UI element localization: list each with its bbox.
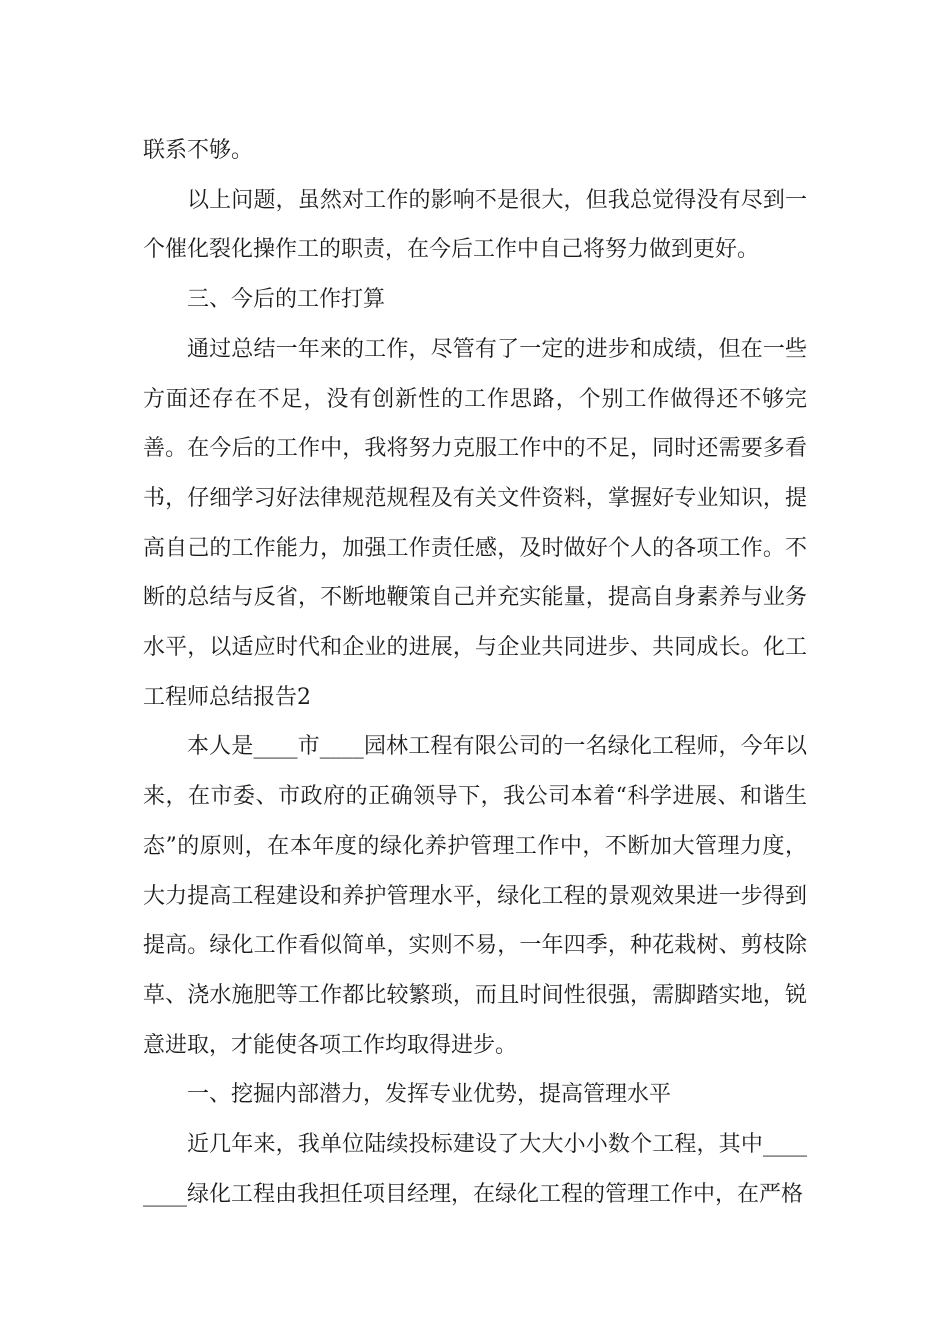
paragraph-1: 联系不够。 xyxy=(143,138,254,163)
section-heading-potential: 一、挖掘内部潜力，发挥专业优势，提高管理水平 xyxy=(187,1082,672,1108)
paragraph-5: 近几年来，我单位陆续投标建设了大大小小数个工程，其中________绿化工程由我担任项目经理，在绿化工程的管理工作中，在严格 xyxy=(143,1132,807,1207)
paragraph-3: 通过总结一年来的工作，尽管有了一定的进步和成绩，但在一些方面还存在不足，没有创新性的工作思路，个别工作做得还不够完善。在今后的工作中，我将努力克服工作中的不足，同时还需要多看书，仔细学习好法律规范规程及有关文件资料，掌握好专业知识，提高自己的工作能力，加强工作责任感，及时做好个人的各项工作。不断的总结与反省，不断地鞭策自己并充实能量，提高自身素养与业务水平，以适应时代和企业的进展，与企业共同进步、共同成长。化工工程师总结报告2 xyxy=(143,336,807,710)
paragraph-4: 本人是____市____园林工程有限公司的一名绿化工程师，今年以来，在市委、市政府的正确领导下，我公司本着“科学进展、和谐生态”的原则，在本年度的绿化养护管理工作中，不断加大管理力度，大力提高工程建设和养护管理水平，绿化工程的景观效果进一步得到提高。绿化工作看似简单，实则不易，一年四季，种花栽树、剪枝除草、浇水施肥等工作都比较繁琐，而且时间性很强，需脚踏实地，锐意进取，才能使各项工作均取得进步。 xyxy=(143,734,807,1058)
document-body xyxy=(143,126,807,1219)
section-heading-plans: 三、今后的工作打算 xyxy=(187,287,386,313)
paragraph-2: 以上问题，虽然对工作的影响不是很大，但我总觉得没有尽到一个催化裂化操作工的职责，在今后工作中自己将努力做到更好。 xyxy=(143,187,807,263)
